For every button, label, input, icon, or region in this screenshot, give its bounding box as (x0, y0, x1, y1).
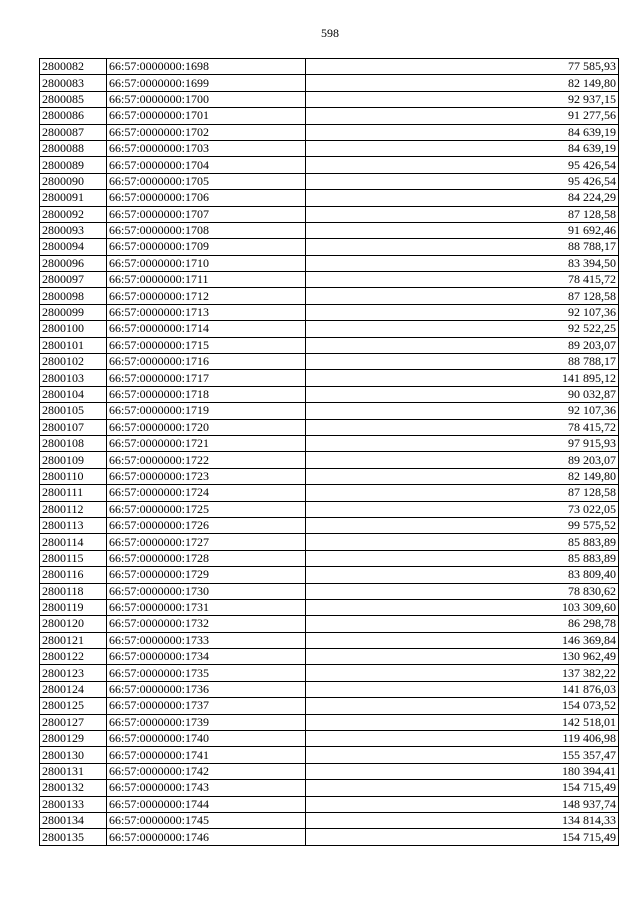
cadastral-number-cell: 66:57:0000000:1727 (107, 534, 306, 550)
table-row (40, 403, 619, 419)
value-cell: 83 809,40 (306, 567, 619, 583)
value-cell: 89 203,07 (306, 337, 619, 353)
table-row (40, 370, 619, 386)
cadastral-number-cell: 66:57:0000000:1698 (107, 59, 306, 75)
cadastral-number-cell: 66:57:0000000:1714 (107, 321, 306, 337)
table-row (40, 173, 619, 189)
value-cell: 77 585,93 (306, 59, 619, 75)
cadastral-number-cell: 66:57:0000000:1721 (107, 435, 306, 451)
table-row (40, 567, 619, 583)
cadastral-number-cell: 66:57:0000000:1712 (107, 288, 306, 304)
cadastral-number-cell: 66:57:0000000:1732 (107, 616, 306, 632)
value-cell: 82 149,80 (306, 468, 619, 484)
cadastral-number-cell: 66:57:0000000:1706 (107, 190, 306, 206)
cadastral-number-cell: 66:57:0000000:1722 (107, 452, 306, 468)
cadastral-number-cell: 66:57:0000000:1733 (107, 632, 306, 648)
table-row (40, 485, 619, 501)
cadastral-number-cell: 66:57:0000000:1735 (107, 665, 306, 681)
value-cell: 142 518,01 (306, 714, 619, 730)
cadastral-number-cell: 66:57:0000000:1703 (107, 140, 306, 156)
cadastral-number-cell: 66:57:0000000:1739 (107, 714, 306, 730)
table-row (40, 731, 619, 747)
table-row (40, 337, 619, 353)
value-cell: 78 830,62 (306, 583, 619, 599)
value-cell: 92 937,15 (306, 91, 619, 107)
cadastral-number-cell: 66:57:0000000:1744 (107, 796, 306, 812)
value-cell: 119 406,98 (306, 731, 619, 747)
table-row (40, 583, 619, 599)
record-id-cell: 2800102 (40, 354, 107, 370)
table-row (40, 681, 619, 697)
record-id-cell: 2800108 (40, 435, 107, 451)
value-cell: 78 415,72 (306, 272, 619, 288)
value-cell: 85 883,89 (306, 550, 619, 566)
table-row (40, 435, 619, 451)
page-number: 598 (321, 26, 339, 40)
value-cell: 146 369,84 (306, 632, 619, 648)
record-id-cell: 2800099 (40, 304, 107, 320)
cadastral-number-cell: 66:57:0000000:1710 (107, 255, 306, 271)
record-id-cell: 2800089 (40, 157, 107, 173)
cadastral-number-cell: 66:57:0000000:1746 (107, 829, 306, 845)
cadastral-number-cell: 66:57:0000000:1718 (107, 386, 306, 402)
value-cell: 88 788,17 (306, 354, 619, 370)
cadastral-number-cell: 66:57:0000000:1736 (107, 681, 306, 697)
value-cell: 90 032,87 (306, 386, 619, 402)
cadastral-number-cell: 66:57:0000000:1720 (107, 419, 306, 435)
cadastral-number-cell: 66:57:0000000:1711 (107, 272, 306, 288)
record-id-cell: 2800101 (40, 337, 107, 353)
cadastral-number-cell: 66:57:0000000:1742 (107, 763, 306, 779)
table-row (40, 321, 619, 337)
cadastral-number-cell: 66:57:0000000:1717 (107, 370, 306, 386)
cadastral-number-cell: 66:57:0000000:1702 (107, 124, 306, 140)
record-id-cell: 2800086 (40, 108, 107, 124)
record-id-cell: 2800112 (40, 501, 107, 517)
record-id-cell: 2800119 (40, 599, 107, 615)
table-row (40, 419, 619, 435)
table-row (40, 829, 619, 845)
value-cell: 141 895,12 (306, 370, 619, 386)
table-row (40, 124, 619, 140)
table-row (40, 796, 619, 812)
cadastral-number-cell: 66:57:0000000:1700 (107, 91, 306, 107)
value-cell: 83 394,50 (306, 255, 619, 271)
record-id-cell: 2800096 (40, 255, 107, 271)
cadastral-number-cell: 66:57:0000000:1699 (107, 75, 306, 91)
value-cell: 92 107,36 (306, 304, 619, 320)
value-cell: 84 224,29 (306, 190, 619, 206)
record-id-cell: 2800111 (40, 485, 107, 501)
value-cell: 97 915,93 (306, 435, 619, 451)
table-row (40, 239, 619, 255)
table-row (40, 108, 619, 124)
table-row (40, 517, 619, 533)
value-cell: 91 277,56 (306, 108, 619, 124)
record-id-cell: 2800094 (40, 239, 107, 255)
record-id-cell: 2800082 (40, 59, 107, 75)
table-row (40, 59, 619, 75)
cadastral-number-cell: 66:57:0000000:1705 (107, 173, 306, 189)
record-id-cell: 2800098 (40, 288, 107, 304)
record-id-cell: 2800125 (40, 698, 107, 714)
record-id-cell: 2800103 (40, 370, 107, 386)
table-row (40, 75, 619, 91)
record-id-cell: 2800131 (40, 763, 107, 779)
record-id-cell: 2800134 (40, 812, 107, 828)
cadastral-number-cell: 66:57:0000000:1709 (107, 239, 306, 255)
value-cell: 154 715,49 (306, 829, 619, 845)
value-cell: 141 876,03 (306, 681, 619, 697)
cadastral-number-cell: 66:57:0000000:1708 (107, 222, 306, 238)
record-id-cell: 2800123 (40, 665, 107, 681)
record-id-cell: 2800132 (40, 780, 107, 796)
value-cell: 87 128,58 (306, 206, 619, 222)
value-cell: 148 937,74 (306, 796, 619, 812)
table-row (40, 91, 619, 107)
table-row (40, 140, 619, 156)
cadastral-number-cell: 66:57:0000000:1713 (107, 304, 306, 320)
table-row (40, 534, 619, 550)
value-cell: 84 639,19 (306, 140, 619, 156)
table-row (40, 452, 619, 468)
registry-table-body (40, 59, 619, 846)
record-id-cell: 2800100 (40, 321, 107, 337)
cadastral-number-cell: 66:57:0000000:1745 (107, 812, 306, 828)
value-cell: 87 128,58 (306, 485, 619, 501)
table-row (40, 386, 619, 402)
value-cell: 95 426,54 (306, 157, 619, 173)
cadastral-number-cell: 66:57:0000000:1704 (107, 157, 306, 173)
table-row (40, 550, 619, 566)
table-row (40, 288, 619, 304)
table-row (40, 665, 619, 681)
cadastral-number-cell: 66:57:0000000:1731 (107, 599, 306, 615)
value-cell: 103 309,60 (306, 599, 619, 615)
record-id-cell: 2800090 (40, 173, 107, 189)
value-cell: 91 692,46 (306, 222, 619, 238)
cadastral-number-cell: 66:57:0000000:1707 (107, 206, 306, 222)
table-row (40, 255, 619, 271)
value-cell: 180 394,41 (306, 763, 619, 779)
record-id-cell: 2800107 (40, 419, 107, 435)
value-cell: 84 639,19 (306, 124, 619, 140)
record-id-cell: 2800115 (40, 550, 107, 566)
cadastral-number-cell: 66:57:0000000:1729 (107, 567, 306, 583)
table-row (40, 222, 619, 238)
table-row (40, 698, 619, 714)
record-id-cell: 2800121 (40, 632, 107, 648)
cadastral-number-cell: 66:57:0000000:1716 (107, 354, 306, 370)
table-row (40, 206, 619, 222)
value-cell: 99 575,52 (306, 517, 619, 533)
record-id-cell: 2800120 (40, 616, 107, 632)
record-id-cell: 2800087 (40, 124, 107, 140)
value-cell: 85 883,89 (306, 534, 619, 550)
record-id-cell: 2800118 (40, 583, 107, 599)
cadastral-number-cell: 66:57:0000000:1715 (107, 337, 306, 353)
record-id-cell: 2800129 (40, 731, 107, 747)
table-row (40, 157, 619, 173)
table-row (40, 468, 619, 484)
table-row (40, 812, 619, 828)
record-id-cell: 2800122 (40, 649, 107, 665)
record-id-cell: 2800097 (40, 272, 107, 288)
record-id-cell: 2800110 (40, 468, 107, 484)
record-id-cell: 2800135 (40, 829, 107, 845)
cadastral-number-cell: 66:57:0000000:1743 (107, 780, 306, 796)
cadastral-number-cell: 66:57:0000000:1730 (107, 583, 306, 599)
record-id-cell: 2800113 (40, 517, 107, 533)
record-id-cell: 2800104 (40, 386, 107, 402)
value-cell: 86 298,78 (306, 616, 619, 632)
value-cell: 130 962,49 (306, 649, 619, 665)
record-id-cell: 2800130 (40, 747, 107, 763)
value-cell: 134 814,33 (306, 812, 619, 828)
record-id-cell: 2800133 (40, 796, 107, 812)
table-row (40, 649, 619, 665)
record-id-cell: 2800088 (40, 140, 107, 156)
value-cell: 154 073,52 (306, 698, 619, 714)
cadastral-number-cell: 66:57:0000000:1719 (107, 403, 306, 419)
record-id-cell: 2800116 (40, 567, 107, 583)
value-cell: 89 203,07 (306, 452, 619, 468)
cadastral-number-cell: 66:57:0000000:1740 (107, 731, 306, 747)
record-id-cell: 2800091 (40, 190, 107, 206)
record-id-cell: 2800093 (40, 222, 107, 238)
table-row (40, 190, 619, 206)
record-id-cell: 2800124 (40, 681, 107, 697)
table-row (40, 780, 619, 796)
record-id-cell: 2800105 (40, 403, 107, 419)
table-row (40, 354, 619, 370)
record-id-cell: 2800085 (40, 91, 107, 107)
cadastral-number-cell: 66:57:0000000:1724 (107, 485, 306, 501)
record-id-cell: 2800083 (40, 75, 107, 91)
cadastral-number-cell: 66:57:0000000:1723 (107, 468, 306, 484)
cadastral-number-cell: 66:57:0000000:1734 (107, 649, 306, 665)
table-row (40, 272, 619, 288)
table-row (40, 632, 619, 648)
table-row (40, 747, 619, 763)
table-row (40, 304, 619, 320)
value-cell: 88 788,17 (306, 239, 619, 255)
table-row (40, 599, 619, 615)
value-cell: 82 149,80 (306, 75, 619, 91)
value-cell: 78 415,72 (306, 419, 619, 435)
table-row (40, 501, 619, 517)
cadastral-number-cell: 66:57:0000000:1725 (107, 501, 306, 517)
record-id-cell: 2800109 (40, 452, 107, 468)
value-cell: 92 107,36 (306, 403, 619, 419)
value-cell: 95 426,54 (306, 173, 619, 189)
cadastral-number-cell: 66:57:0000000:1741 (107, 747, 306, 763)
cadastral-number-cell: 66:57:0000000:1726 (107, 517, 306, 533)
cadastral-number-cell: 66:57:0000000:1728 (107, 550, 306, 566)
value-cell: 92 522,25 (306, 321, 619, 337)
value-cell: 87 128,58 (306, 288, 619, 304)
table-row (40, 616, 619, 632)
value-cell: 155 357,47 (306, 747, 619, 763)
cadastral-number-cell: 66:57:0000000:1737 (107, 698, 306, 714)
value-cell: 154 715,49 (306, 780, 619, 796)
value-cell: 137 382,22 (306, 665, 619, 681)
table-row (40, 763, 619, 779)
registry-table (39, 58, 619, 846)
record-id-cell: 2800127 (40, 714, 107, 730)
table-row (40, 714, 619, 730)
cadastral-number-cell: 66:57:0000000:1701 (107, 108, 306, 124)
record-id-cell: 2800092 (40, 206, 107, 222)
value-cell: 73 022,05 (306, 501, 619, 517)
record-id-cell: 2800114 (40, 534, 107, 550)
